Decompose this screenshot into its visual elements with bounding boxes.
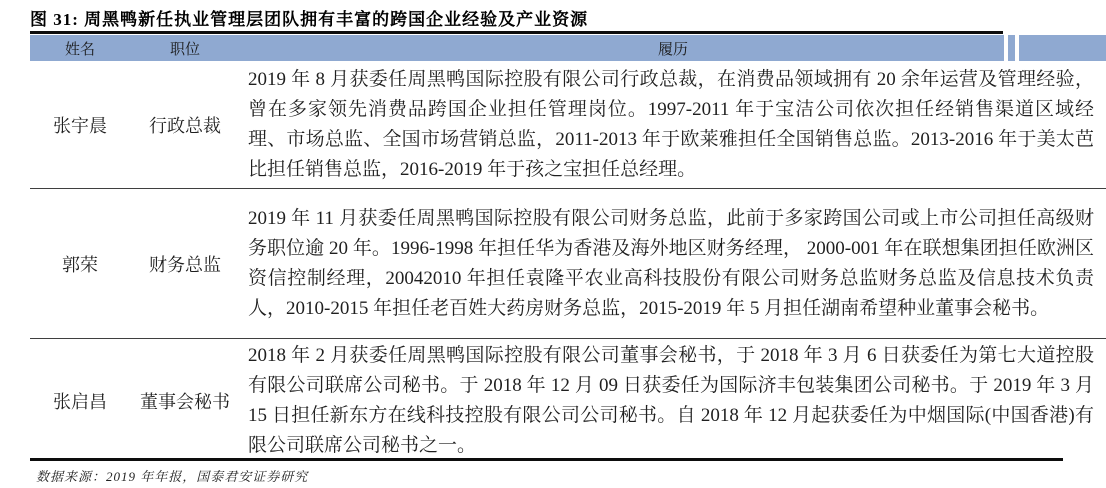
header-bar-gap [1015, 35, 1019, 61]
executive-name: 张启昌 [53, 392, 107, 412]
executive-name: 郭荣 [62, 254, 98, 275]
executive-resume: 2019 年 8 月获委任周黑鸭国际控股有限公司行政总裁，在消费品领域拥有 20 余年运营及管理经验，曾在多家领先消费品跨国企业担任管理岗位。1997-2011 年于宝洁公司依次担任经销售渠道区域经理、市场总监、全国市场营销总监，2011-2013 年于欧莱雅担任全国销售总监。2013-2016 年于美太芭比担任销售总监，2016-2019 年于孩之宝担任总经理。 [248, 68, 1094, 180]
table-row [30, 339, 1106, 463]
header-cell-name: 姓名 [64, 41, 95, 58]
executive-name: 张宇晨 [53, 115, 107, 136]
title-underline-rule [30, 31, 1003, 34]
executive-resume: 2019 年 11 月获委任周黑鸭国际控股有限公司财务总监，此前于多家跨国公司或上市公司担任高级财务职位逾 20 年。1996-1998 年担任华为香港及海外地区财务经理， 2000-001 年在联想集团担任欧洲区资信控制经理，20042010 年担任袁隆平农业高科技股份有限公司财务总监财务总监及信息技术负责人，2010-2015 年担任老百姓大药房财务总监，2015-2019 年 5 月担任湖南希望种业董事会秘书。 [248, 207, 1094, 319]
table-bottom-rule [30, 458, 1063, 461]
executive-position: 财务总监 [149, 254, 221, 275]
header-bar-gap [1004, 35, 1008, 61]
executive-resume: 2018 年 2 月获委任周黑鸭国际控股有限公司董事会秘书，于 2018 年 3 月 6 日获委任为第七大道控股有限公司联席公司秘书。于 2018 年 12 月 09 日获委任为国际济丰包装集团公司秘书。于 2019 年 3 月 15 日担任新东方在线科技控股有限公司公司秘书。自 2018 年 12 月起获委任为中烟国际(中国香港)有限公司联席公司秘书之一。 [248, 345, 1094, 456]
executives-table [30, 61, 1106, 463]
table-row [30, 61, 1106, 189]
table-row [30, 189, 1106, 339]
table-header-row [30, 35, 1106, 61]
data-source-note: 数据来源：2019 年年报，国泰君安证券研究 [36, 469, 309, 484]
figure-title: 图 31: 周黑鸭新任执业管理层团队拥有丰富的跨国企业经验及产业资源 [30, 10, 589, 29]
header-cell-resume: 履历 [657, 41, 688, 58]
header-cell-position: 职位 [169, 41, 200, 58]
executive-position: 董事会秘书 [140, 392, 230, 412]
executive-position: 行政总裁 [149, 115, 221, 136]
